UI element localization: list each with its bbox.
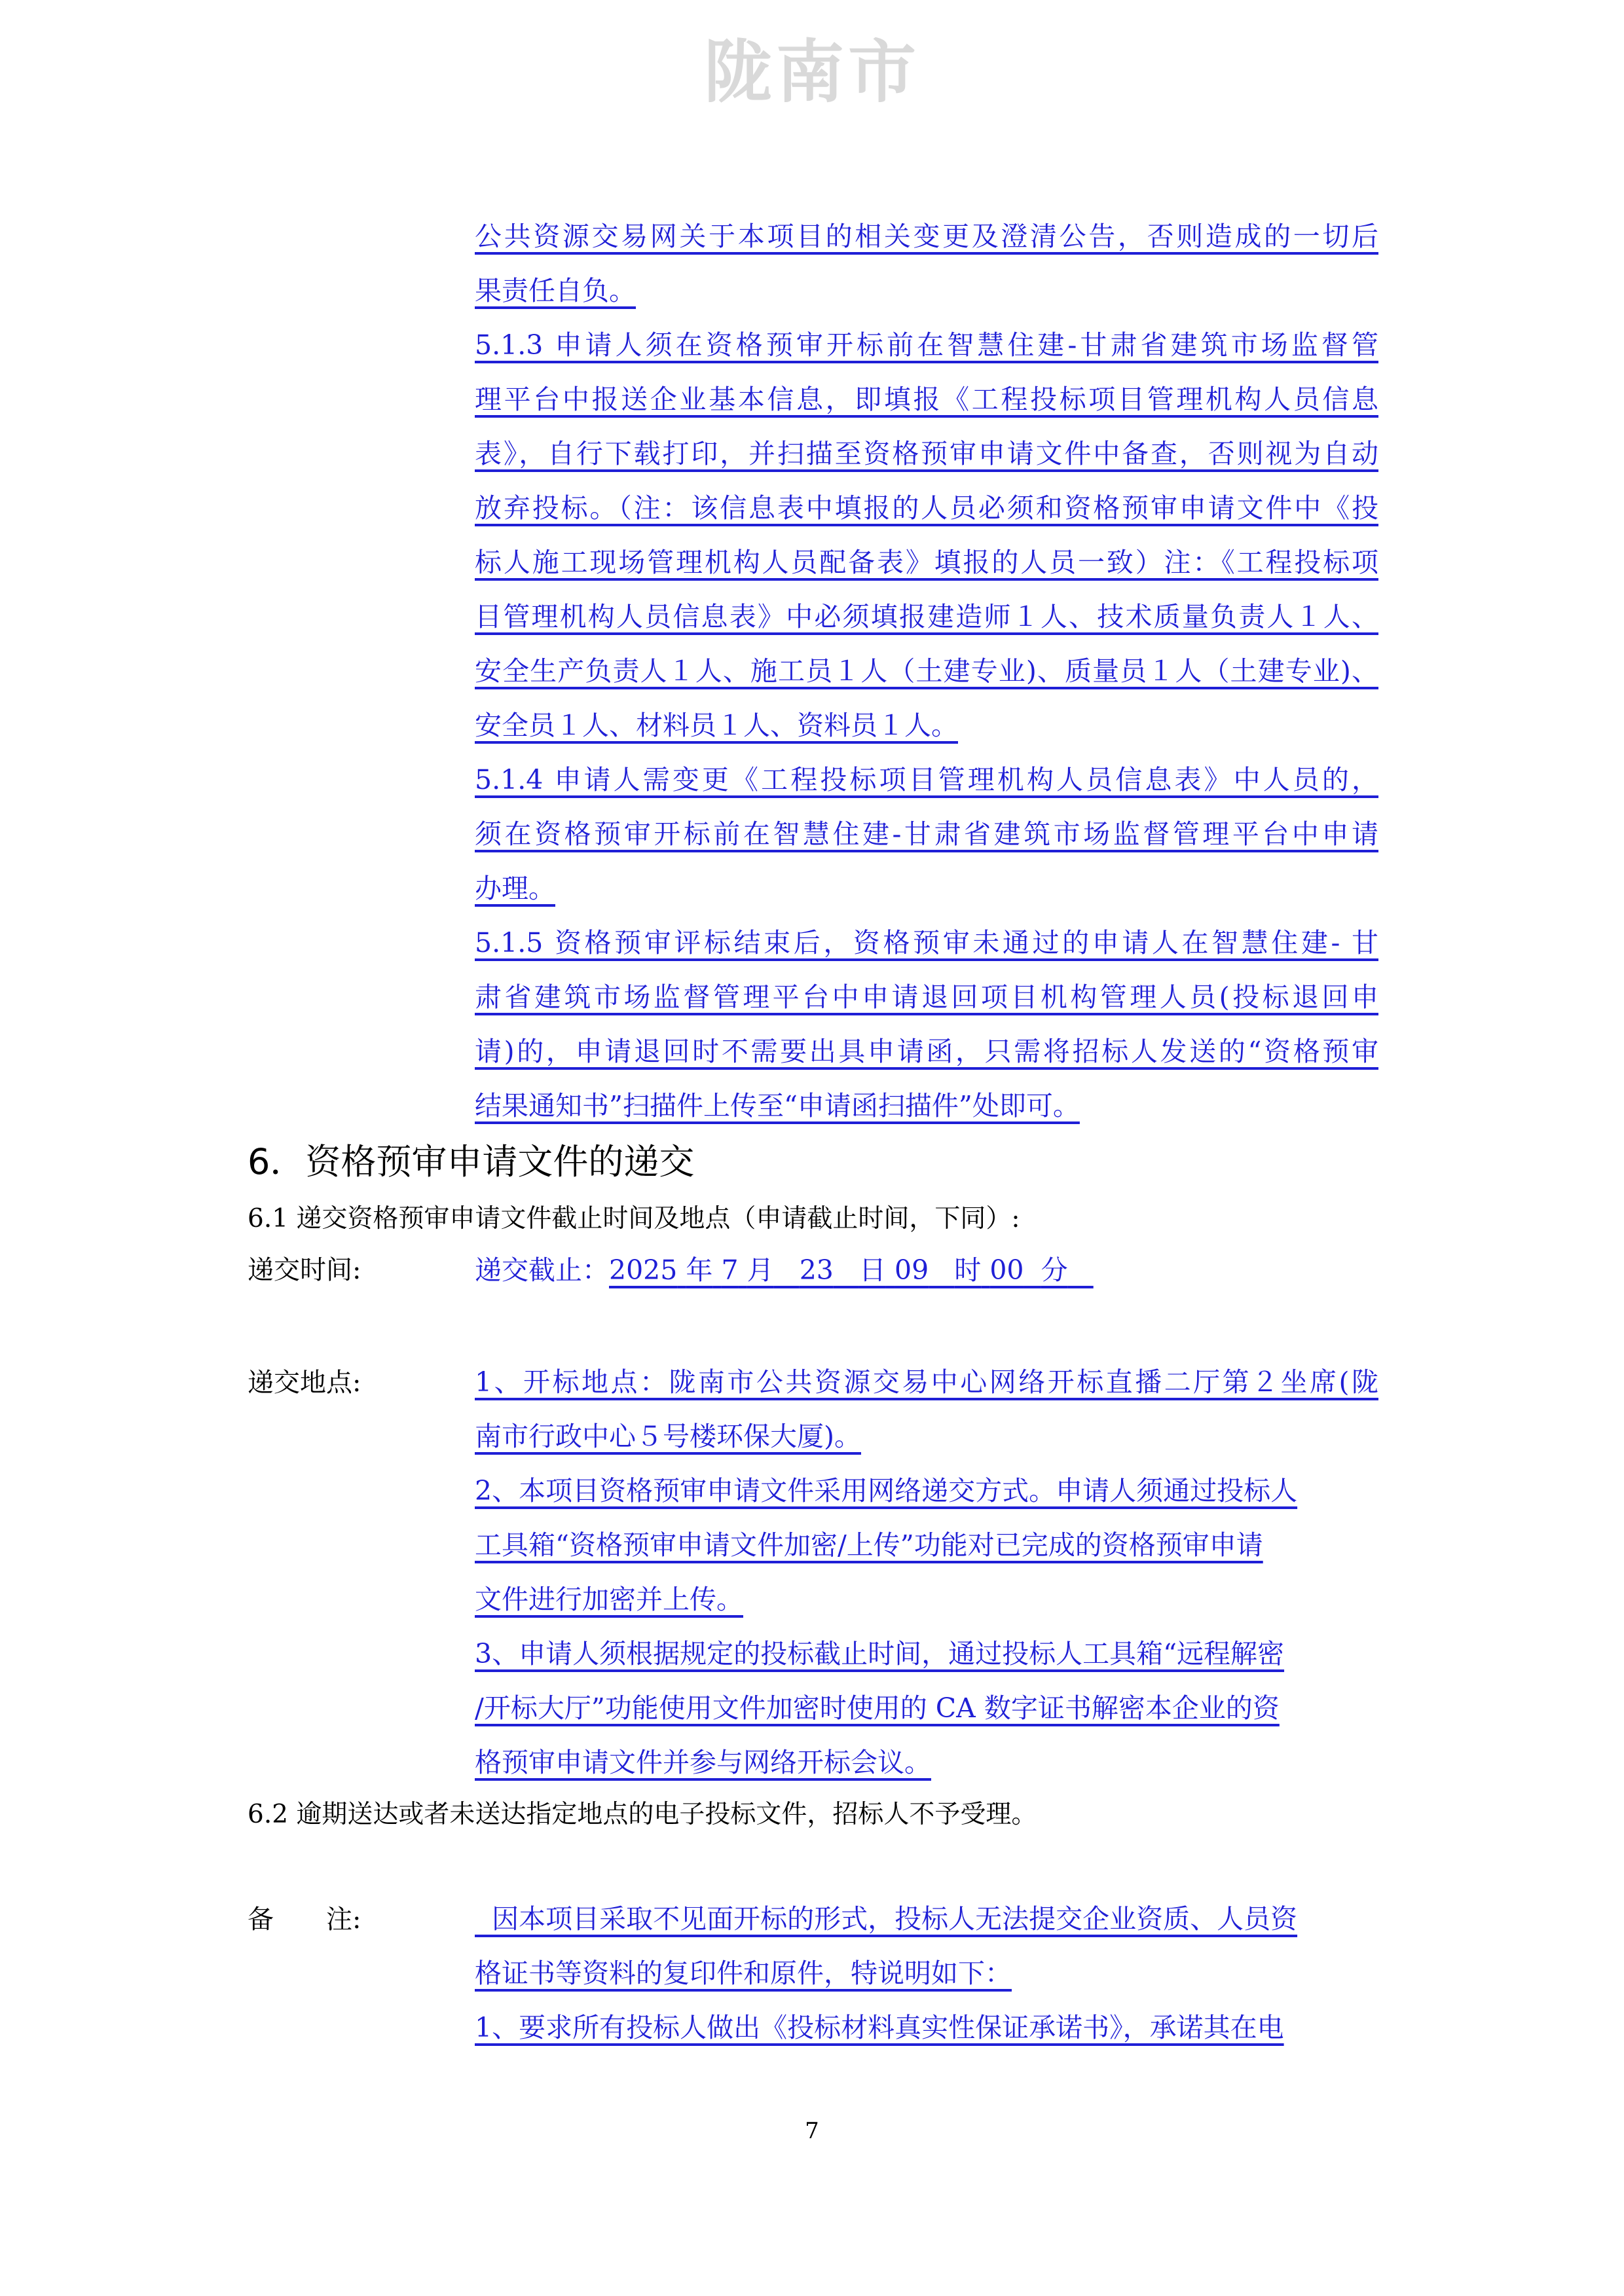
remarks-line: 1、要求所有投标人做出《投标材料真实性保证承诺书》，承诺其在电 — [475, 2012, 1284, 2043]
minute-value: 00 — [989, 1254, 1024, 1286]
watermark-title: 陇南市 — [703, 32, 920, 112]
section6-heading: 6．资格预审申请文件的递交 — [248, 1141, 695, 1182]
clause-5-1-3-line: 安全员１人、材料员１人、资料员１人。 — [475, 710, 958, 741]
clause-5-1-5-line: 肃省建筑市场监督管理平台中申请退回项目机构管理人员(投标退回申 — [475, 981, 1378, 1013]
place-line: 工具箱“资格预审申请文件加密/上传”功能对已完成的资格预审申请 — [475, 1529, 1263, 1561]
place-line: /开标大厅”功能使用文件加密时使用的 CA 数字证书解密本企业的资 — [475, 1692, 1280, 1724]
place-line: 3、申请人须根据规定的投标截止时间，通过投标人工具箱“远程解密 — [475, 1638, 1285, 1669]
clause-5-1-3-line: 5.1.3 申请人须在资格预审开标前在智慧住建-甘肃省建筑市场监督管 — [475, 329, 1378, 361]
clause-5-1-3-line: 目管理机构人员信息表》中必须填报建造师１人、技术质量负责人１人、 — [475, 601, 1378, 632]
clause-5-1-4-line: 办理。 — [475, 873, 555, 904]
section5-text-block — [475, 210, 1378, 1133]
month-value: 7 — [721, 1254, 739, 1286]
clause-5-1-3-line: 标人施工现场管理机构人员配备表》填报的人员一致）注：《工程投标项 — [475, 547, 1378, 578]
submit-place-block — [475, 1355, 1378, 1790]
remarks-label: 备 注: — [248, 1904, 361, 1935]
clause-5-1-3-line: 安全生产负责人１人、施工员１人（土建专业)、质量员１人（土建专业)、 — [475, 655, 1378, 687]
hour-value: 09 — [895, 1254, 929, 1286]
item-6-2: 6.2 逾期送达或者未送达指定地点的电子投标文件，招标人不予受理。 — [248, 1800, 1037, 1829]
paragraph-line: 果责任自负。 — [475, 275, 636, 306]
place-line: 南市行政中心５号楼环保大厦)。 — [475, 1421, 861, 1452]
submit-time-value — [475, 1250, 1094, 1290]
hour-unit: 时 — [954, 1254, 982, 1286]
remarks-block — [475, 1892, 1378, 2055]
day-unit: 日 — [858, 1254, 886, 1286]
place-line: 1、开标地点：陇南市公共资源交易中心网络开标直播二厅第２坐席(陇 — [475, 1366, 1378, 1398]
clause-5-1-3-line: 理平台中报送企业基本信息，即填报《工程投标项目管理机构人员信息 — [475, 384, 1378, 415]
remarks-line: 因本项目采取不见面开标的形式，投标人无法提交企业资质、人员资 — [475, 1903, 1298, 1935]
place-line: 2、本项目资格预审申请文件采用网络递交方式。申请人须通过投标人 — [475, 1475, 1298, 1506]
remarks-line: 格证书等资料的复印件和原件，特说明如下： — [475, 1958, 1012, 1989]
paragraph-line: 公共资源交易网关于本项目的相关变更及澄清公告，否则造成的一切后 — [475, 221, 1378, 252]
clause-5-1-3-line: 放弃投标。（注：该信息表中填报的人员必须和资格预审申请文件中《投 — [475, 492, 1378, 524]
clause-5-1-5-line: 请)的，申请退回时不需要出具申请函，只需将招标人发送的“资格预审 — [475, 1036, 1378, 1067]
clause-5-1-3-line: 表》，自行下载打印，并扫描至资格预审申请文件中备查，否则视为自动 — [475, 438, 1378, 469]
year-unit: 年 — [686, 1254, 713, 1286]
item-6-1: 6.1 递交资格预审申请文件截止时间及地点（申请截止时间，下同）: — [248, 1204, 1020, 1233]
day-value: 23 — [799, 1254, 834, 1286]
submit-place-label: 递交地点: — [248, 1368, 361, 1398]
submit-time-prefix: 递交截止： — [475, 1254, 609, 1286]
place-line: 文件进行加密并上传。 — [475, 1584, 743, 1615]
page-number: 7 — [805, 2118, 819, 2144]
year-value: 2025 — [609, 1254, 678, 1286]
place-line: 格预审申请文件并参与网络开标会议。 — [475, 1747, 931, 1778]
minute-unit: 分 — [1041, 1254, 1068, 1286]
clause-5-1-4-line: 须在资格预审开标前在智慧住建-甘肃省建筑市场监督管理平台中申请 — [475, 818, 1378, 850]
clause-5-1-5-line: 结果通知书”扫描件上传至“申请函扫描件”处即可。 — [475, 1090, 1080, 1121]
clause-5-1-5-line: 5.1.5 资格预审评标结束后，资格预审未通过的申请人在智慧住建- 甘 — [475, 927, 1378, 958]
month-unit: 月 — [747, 1254, 774, 1286]
clause-5-1-4-line: 5.1.4 申请人需变更《工程投标项目管理机构人员信息表》中人员的， — [475, 764, 1378, 795]
submit-time-label: 递交时间: — [248, 1255, 361, 1285]
